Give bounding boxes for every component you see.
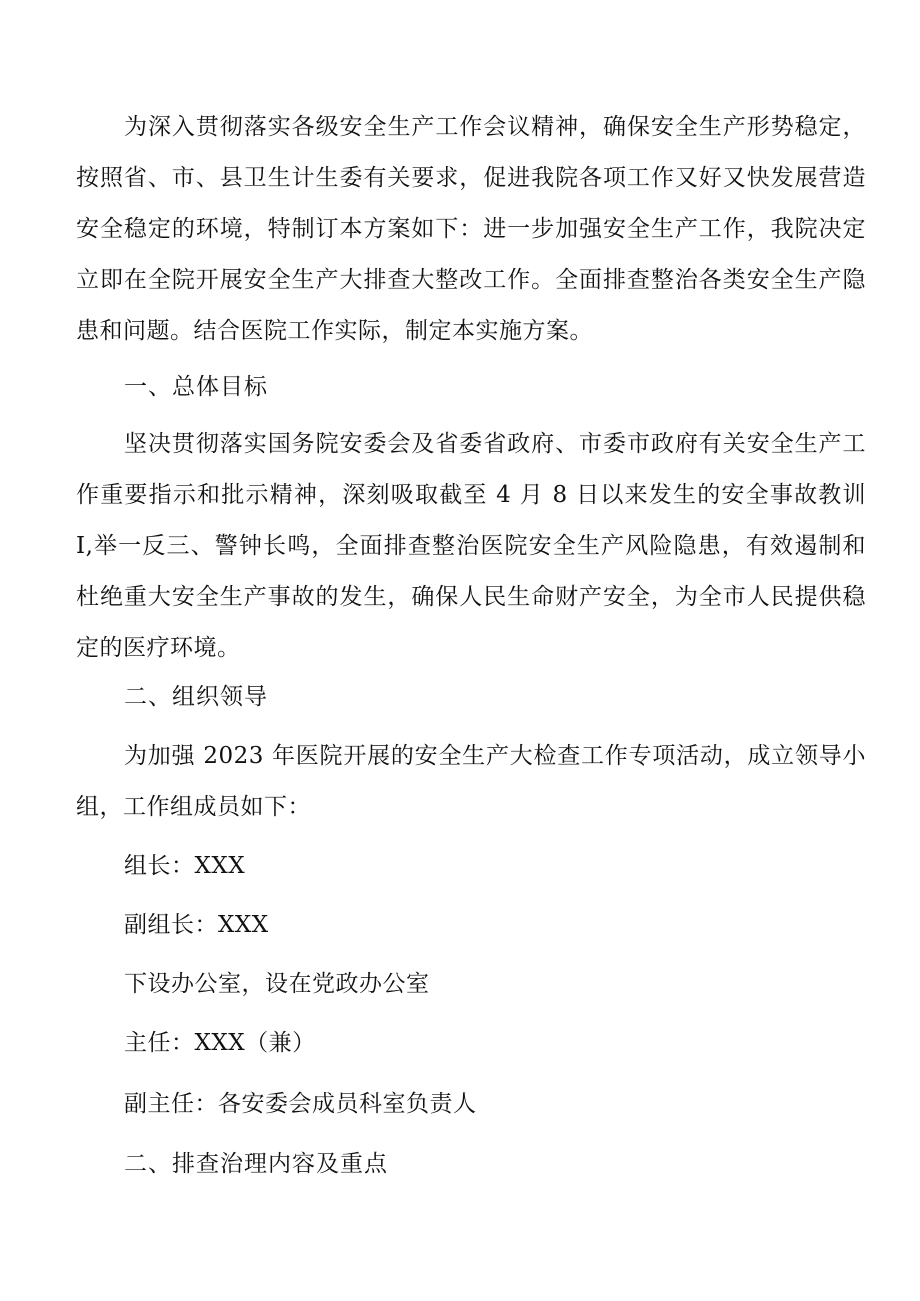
section-heading-overall-goal: 一、总体目标 [124, 374, 268, 400]
section-heading-organization: 二、组织领导 [124, 684, 268, 710]
office-line: 下设办公室，设在党政办公室 [124, 971, 430, 997]
leader-line: 组长：XXX [124, 853, 246, 879]
overall-goal-paragraph: 坚决贯彻落实国务院安委会及省委省政府、市委市政府有关安全生产工作重要指示和批示精神，深刻吸取截至 4 月 8 日以来发生的安全事故教训 I,举一反三、警钟长鸣，全面排查整治医院安全生产风险隐患，有效遏制和杜绝重大安全生产事故的发生，确保人民生命财产安全，为全市人民提供稳定的医疗环境。 [76, 431, 866, 661]
intro-paragraph: 为深入贯彻落实各级安全生产工作会议精神，确保安全生产形势稳定，按照省、市、县卫生计生委有关要求，促进我院各项工作又好又快发展营造安全稳定的环境，特制订本方案如下：进一步加强安全生产工作，我院决定立即在全院开展安全生产大排查大整改工作。全面排查整治各类安全生产隐患和问题。结合医院工作实际，制定本实施方案。 [76, 114, 866, 344]
deputy-director-line: 副主任：各安委会成员科室负责人 [124, 1091, 477, 1117]
director-line: 主任：XXX（兼） [124, 1030, 316, 1056]
deputy-leader-line: 副组长：XXX [124, 912, 269, 938]
section-heading-inspection: 二、排查治理内容及重点 [124, 1151, 388, 1177]
organization-paragraph: 为加强 2023 年医院开展的安全生产大检查工作专项活动，成立领导小组，工作组成员如下： [76, 743, 866, 820]
